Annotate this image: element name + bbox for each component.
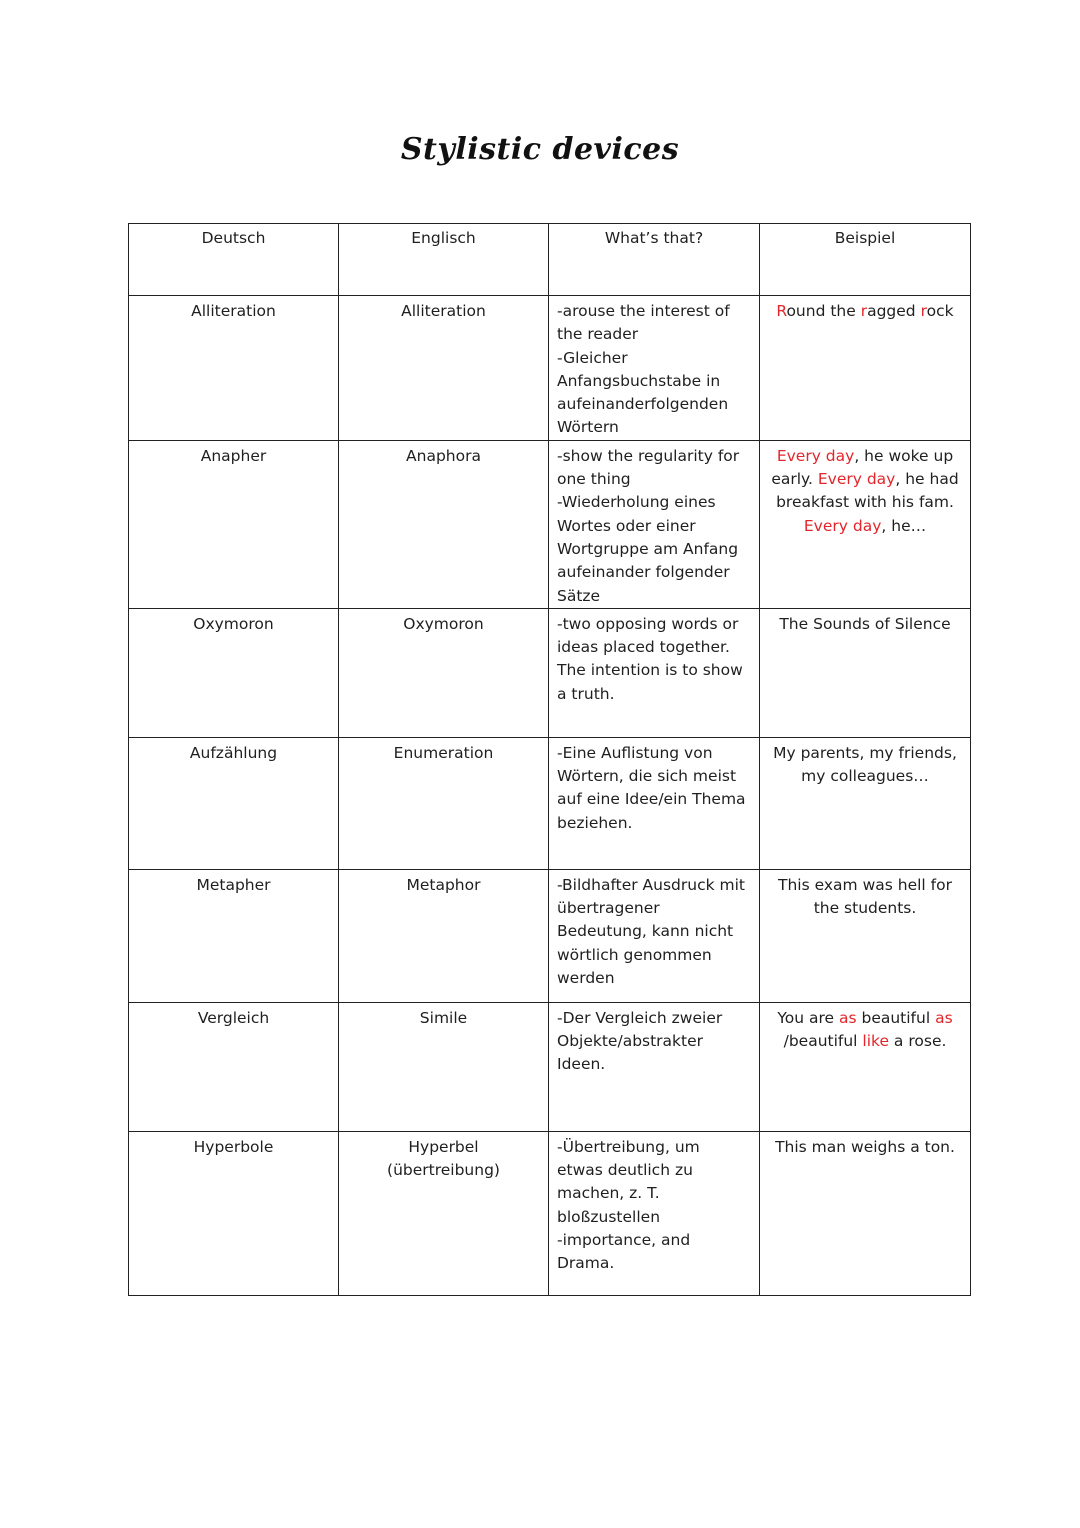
description-line: -Bildhafter Ausdruck mit <box>557 875 745 894</box>
example-text: early. <box>771 470 818 489</box>
example-line <box>768 300 962 323</box>
description-line: -arouse the interest of <box>557 302 730 320</box>
cell-description <box>549 608 760 737</box>
example-text: My parents, my friends, <box>773 743 957 762</box>
header-deutsch: Deutsch <box>129 224 339 296</box>
example-text: You are <box>777 1008 839 1027</box>
description-line: wörtlich genommen <box>557 945 712 964</box>
description-line: Wörtern, die sich meist <box>557 767 737 786</box>
example-text: agged <box>867 302 921 320</box>
cell-description <box>549 1002 760 1131</box>
cell-description <box>549 737 760 869</box>
example-text: , he woke up <box>854 446 954 465</box>
example-line <box>768 765 962 788</box>
description-line: auf eine Idee/ein Thema <box>557 790 746 809</box>
cell-englisch <box>339 737 549 869</box>
example-highlight: R <box>776 302 787 320</box>
cell-deutsch: Metapher <box>129 869 339 1002</box>
example-line <box>768 1030 962 1053</box>
stylistic-devices-table <box>128 223 971 1296</box>
example-text: The Sounds of Silence <box>779 614 951 633</box>
description-line: Sätze <box>557 586 601 605</box>
example-highlight: r <box>920 302 927 320</box>
table-row <box>129 1131 971 1295</box>
example-line <box>768 874 962 897</box>
table-row <box>129 1002 971 1131</box>
table-row <box>129 608 971 737</box>
description-line: -Wiederholung eines <box>557 493 716 512</box>
example-line <box>768 742 962 765</box>
description-line: -Gleicher <box>557 348 628 367</box>
description-line: -Übertreibung, um <box>557 1137 700 1156</box>
example-line <box>768 1007 962 1030</box>
example-line <box>768 445 962 468</box>
description-line: übertragener <box>557 899 660 918</box>
header-description: What’s that? <box>549 224 760 296</box>
example-line <box>768 468 962 491</box>
example-text: a rose. <box>889 1032 947 1051</box>
cell-description <box>549 869 760 1002</box>
description-line: a truth. <box>557 684 615 703</box>
description-line: Objekte/abstrakter <box>557 1032 704 1051</box>
description-line: Bedeutung, kann nicht <box>557 922 734 941</box>
cell-description <box>549 1131 760 1295</box>
description-line: one thing <box>557 470 631 489</box>
cell-englisch <box>339 869 549 1002</box>
description-line: The intention is to show <box>557 661 743 680</box>
englisch-line: Enumeration <box>393 743 494 762</box>
description-line: Wortgruppe am Anfang <box>557 539 739 558</box>
cell-englisch <box>339 608 549 737</box>
table-row <box>129 296 971 441</box>
example-highlight: Every day <box>776 446 855 465</box>
cell-englisch <box>339 440 549 608</box>
table-body <box>129 296 971 1296</box>
cell-example <box>760 1002 971 1131</box>
example-line <box>768 1136 962 1159</box>
description-line: aufeinander folgender <box>557 563 730 582</box>
cell-example <box>760 608 971 737</box>
cell-example <box>760 440 971 608</box>
description-line: beziehen. <box>557 813 633 832</box>
example-text: , he… <box>881 516 927 535</box>
description-line: etwas deutlich zu <box>557 1161 693 1180</box>
example-text: This man weighs a ton. <box>775 1137 955 1156</box>
cell-englisch <box>339 1002 549 1131</box>
englisch-line: Oxymoron <box>403 614 484 633</box>
example-line <box>768 897 962 920</box>
description-line: werden <box>557 969 615 988</box>
page-title: Stylistic devices <box>400 132 680 167</box>
example-line <box>768 613 962 636</box>
table-row <box>129 737 971 869</box>
example-text: my colleagues… <box>801 767 929 786</box>
description-line: Anfangsbuchstabe in <box>557 371 721 390</box>
description-line: aufeinanderfolgenden <box>557 395 729 414</box>
description-line: the reader <box>557 325 639 344</box>
header-example: Beispiel <box>760 224 971 296</box>
cell-englisch <box>339 1131 549 1295</box>
description-line: -show the regularity for <box>557 446 740 465</box>
cell-deutsch: Alliteration <box>129 296 339 441</box>
description-line: -importance, and <box>557 1231 691 1250</box>
cell-description <box>549 296 760 441</box>
description-line: Ideen. <box>557 1055 606 1074</box>
example-text: ound the <box>786 302 861 320</box>
cell-description <box>549 440 760 608</box>
description-line: Wortes oder einer <box>557 516 696 535</box>
description-line: Wörtern <box>557 418 619 437</box>
example-highlight: as <box>935 1008 953 1027</box>
cell-example <box>760 1131 971 1295</box>
example-text: beautiful <box>856 1008 936 1027</box>
description-line: ideas placed together. <box>557 638 730 657</box>
cell-example <box>760 296 971 441</box>
englisch-line: Simile <box>419 1008 468 1027</box>
description-line: machen, z. T. <box>557 1184 660 1203</box>
description-line: bloßzustellen <box>557 1207 661 1226</box>
englisch-line: Alliteration <box>401 302 486 320</box>
example-highlight: r <box>860 302 868 320</box>
example-text: This exam was hell for <box>778 875 952 894</box>
cell-deutsch: Oxymoron <box>129 608 339 737</box>
cell-englisch <box>339 296 549 441</box>
englisch-line: Anaphora <box>406 446 481 465</box>
englisch-line: (übertreibung) <box>387 1161 500 1180</box>
cell-example <box>760 869 971 1002</box>
example-text: /beautiful <box>783 1032 863 1051</box>
englisch-line: Metaphor <box>406 875 481 894</box>
table-row <box>129 869 971 1002</box>
example-highlight: Every day <box>817 470 896 489</box>
example-highlight: as <box>838 1008 857 1027</box>
header-englisch: Englisch <box>339 224 549 296</box>
cell-deutsch: Anapher <box>129 440 339 608</box>
example-highlight: Every day <box>803 516 882 535</box>
example-text: the students. <box>813 899 917 918</box>
example-text: , he had <box>895 470 959 489</box>
description-line: -two opposing words or <box>557 614 739 633</box>
description-line: Drama. <box>557 1254 615 1273</box>
cell-deutsch: Hyperbole <box>129 1131 339 1295</box>
table-row <box>129 440 971 608</box>
example-text: ock <box>926 302 954 320</box>
cell-deutsch: Vergleich <box>129 1002 339 1131</box>
example-text: breakfast with his fam. <box>776 493 954 512</box>
description-line: -Eine Auflistung von <box>557 743 713 762</box>
header-row <box>129 224 971 296</box>
example-highlight: like <box>862 1032 889 1051</box>
englisch-line: Hyperbel <box>408 1137 479 1156</box>
example-line <box>768 491 962 514</box>
example-line <box>768 515 962 538</box>
description-line: -Der Vergleich zweier <box>557 1008 723 1027</box>
cell-deutsch: Aufzählung <box>129 737 339 869</box>
cell-example <box>760 737 971 869</box>
